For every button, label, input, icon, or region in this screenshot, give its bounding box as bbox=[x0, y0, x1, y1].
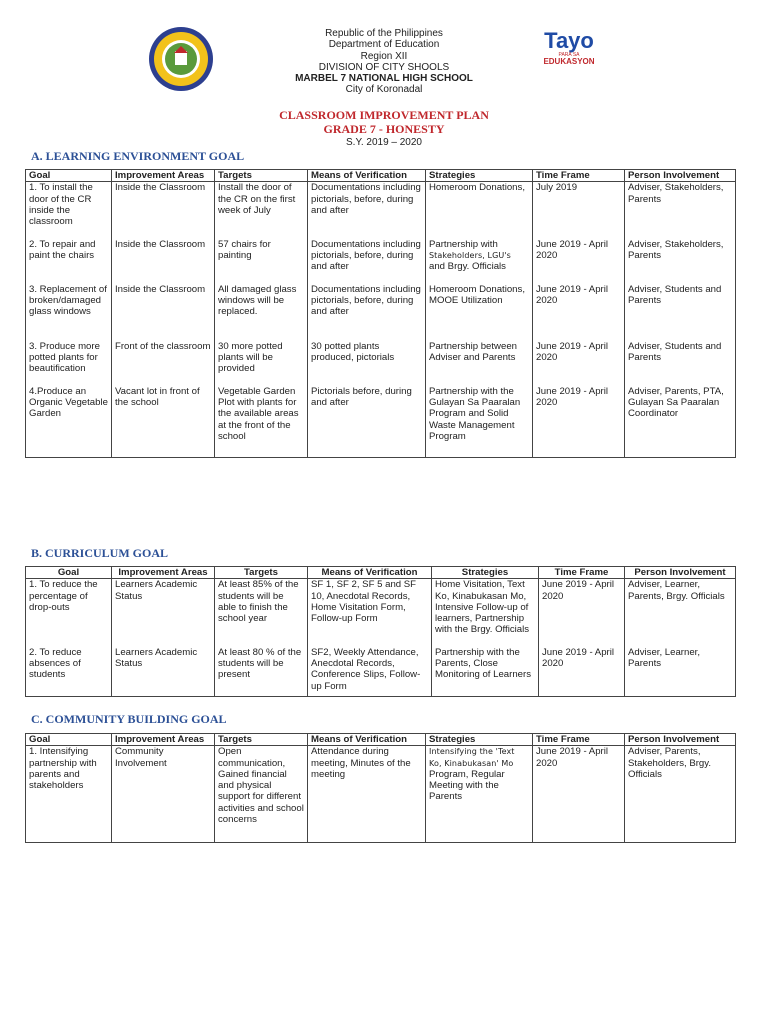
table-cell: Community Involvement bbox=[112, 746, 215, 843]
table-cell: 30 potted plants produced, pictorials bbox=[308, 341, 426, 386]
table-cell: Adviser, Learner, Parents, Brgy. Officials bbox=[625, 579, 736, 647]
table-cell: 2. To repair and paint the chairs bbox=[26, 239, 112, 284]
table-cell: June 2019 - April 2020 bbox=[539, 647, 625, 697]
table-cell: Open communication, Gained financial and physical support for different activities and school concerns bbox=[215, 746, 308, 843]
column-header: Time Frame bbox=[533, 170, 625, 182]
strategy-line: Program, Regular Meeting with the Parents bbox=[429, 768, 505, 803]
table-cell: June 2019 - April 2020 bbox=[533, 341, 625, 386]
table-cell: SF2, Weekly Attendance, Anecdotal Records, Conference Slips, Follow-up Form bbox=[308, 647, 432, 697]
table-cell: 4.Produce an Organic Vegetable Garden bbox=[26, 386, 112, 458]
tayo-logo-sub2: EDUKASYON bbox=[543, 57, 595, 66]
column-header: Person Involvement bbox=[625, 567, 736, 579]
table-cell: Inside the Classroom bbox=[112, 284, 215, 341]
table-cell: 1. Intensifying partnership with parents and stakeholders bbox=[26, 746, 112, 843]
table-row bbox=[26, 239, 736, 284]
table-cell: June 2019 - April 2020 bbox=[533, 239, 625, 284]
table-cell: 30 more potted plants will be provided bbox=[215, 341, 308, 386]
column-header: Targets bbox=[215, 567, 308, 579]
plan-title: CLASSROOM IMPROVEMENT PLAN bbox=[279, 108, 489, 122]
table-cell: Adviser, Learner, Parents bbox=[625, 647, 736, 697]
table-cell: All damaged glass windows will be replaced. bbox=[215, 284, 308, 341]
table-cell: Vacant lot in front of the school bbox=[112, 386, 215, 458]
table-header-row bbox=[26, 567, 736, 579]
table-cell: Documentations including pictorials, before, during and after bbox=[308, 284, 426, 341]
table-cell: Adviser, Stakeholders, Parents bbox=[625, 182, 736, 239]
table-cell: Documentations including pictorials, before, during and after bbox=[308, 182, 426, 239]
column-header: Improvement Areas bbox=[112, 567, 215, 579]
letterhead-deped: Department of Education bbox=[328, 39, 440, 51]
table-cell: 3. Replacement of broken/damaged glass windows bbox=[26, 284, 112, 341]
column-header: Time Frame bbox=[533, 734, 625, 746]
column-header: Means of Verification bbox=[308, 567, 432, 579]
column-header: Improvement Areas bbox=[112, 170, 215, 182]
table-row bbox=[26, 386, 736, 458]
section-b-heading: B. CURRICULUM GOAL bbox=[31, 546, 169, 560]
table-cell: 1. To install the door of the CR inside the classroom bbox=[26, 182, 112, 239]
column-header: Goal bbox=[26, 734, 112, 746]
letterhead-division: DIVISION OF CITY SHOOLS bbox=[318, 61, 450, 73]
strategy-line: Stakeholders, LGU's bbox=[429, 251, 511, 261]
letterhead-school: MARBEL 7 NATIONAL HIGH SCHOOL bbox=[295, 73, 473, 85]
table-cell: Install the door of the CR on the first week of July bbox=[215, 182, 308, 239]
table-cell: Adviser, Students and Parents bbox=[625, 284, 736, 341]
column-header: Time Frame bbox=[539, 567, 625, 579]
table-row bbox=[26, 647, 736, 697]
table-row bbox=[26, 746, 736, 843]
column-header: Means of Verification bbox=[308, 734, 426, 746]
letterhead bbox=[0, 28, 768, 96]
table-cell: Partnership with the Parents, Close Monitoring of Learners bbox=[432, 647, 539, 697]
column-header: Strategies bbox=[432, 567, 539, 579]
table-cell: 57 chairs for painting bbox=[215, 239, 308, 284]
column-header: Improvement Areas bbox=[112, 734, 215, 746]
school-year: S.Y. 2019 – 2020 bbox=[346, 137, 422, 148]
strategy-line: Intensifying the 'Text bbox=[429, 747, 515, 757]
table-cell: Homeroom Donations, bbox=[426, 182, 533, 239]
tayo-logo-sub1: PARA SA bbox=[558, 52, 580, 58]
table-cell: Adviser, Students and Parents bbox=[625, 341, 736, 386]
table-cell: Inside the Classroom bbox=[112, 239, 215, 284]
column-header: Strategies bbox=[426, 734, 533, 746]
table-cell: 2. To reduce absences of students bbox=[26, 647, 112, 697]
column-header: Person Involvement bbox=[625, 170, 736, 182]
table-cell: Adviser, Parents, Stakeholders, Brgy. Officials bbox=[625, 746, 736, 843]
tayo-logo-text: Tayo bbox=[544, 28, 594, 53]
letterhead-region: Region XII bbox=[360, 50, 408, 62]
table-cell: At least 80 % of the students will be present bbox=[215, 647, 308, 697]
column-header: Person Involvement bbox=[625, 734, 736, 746]
letterhead-republic: Republic of the Philippines bbox=[325, 28, 443, 39]
column-header: Targets bbox=[215, 170, 308, 182]
table-cell: Partnership between Adviser and Parents bbox=[426, 341, 533, 386]
table-cell: SF 1, SF 2, SF 5 and SF 10, Anecdotal Records, Home Visitation Form, Follow-up Form bbox=[308, 579, 432, 647]
strategy-line: Ko, Kinabukasan' Mo bbox=[429, 758, 514, 768]
curriculum-table bbox=[25, 566, 736, 697]
table-cell: Learners Academic Status bbox=[112, 579, 215, 647]
column-header: Goal bbox=[26, 567, 112, 579]
table-cell: Attendance during meeting, Minutes of the meeting bbox=[308, 746, 426, 843]
column-header: Strategies bbox=[426, 170, 533, 182]
plan-grade: GRADE 7 - HONESTY bbox=[323, 122, 445, 136]
table-cell: June 2019 - April 2020 bbox=[533, 386, 625, 458]
column-header: Targets bbox=[215, 734, 308, 746]
table-cell bbox=[426, 239, 533, 284]
table-cell: At least 85% of the students will be able to finish the school year bbox=[215, 579, 308, 647]
learning-environment-table bbox=[25, 169, 736, 458]
table-header-row bbox=[26, 734, 736, 746]
table-row bbox=[26, 579, 736, 647]
table-cell: Documentations including pictorials, before, during and after bbox=[308, 239, 426, 284]
letterhead-city: City of Koronadal bbox=[345, 84, 423, 96]
table-cell: Adviser, Parents, PTA, Gulayan Sa Paaralan Coordinator bbox=[625, 386, 736, 458]
table-cell: Vegetable Garden Plot with plants for the available areas at the front of the school bbox=[215, 386, 308, 458]
table-cell: Home Visitation, Text Ko, Kinabukasan Mo, Intensive Follow-up of learners, Partnership with the Brgy. Officials bbox=[432, 579, 539, 647]
table-cell: Partnership with the Gulayan Sa Paaralan Program and Solid Waste Management Program bbox=[426, 386, 533, 458]
table-row bbox=[26, 284, 736, 341]
table-cell: June 2019 - April 2020 bbox=[533, 746, 625, 843]
strategy-line: Partnership with bbox=[429, 238, 498, 250]
table-cell: Front of the classroom bbox=[112, 341, 215, 386]
table-cell: July 2019 bbox=[533, 182, 625, 239]
table-cell: June 2019 - April 2020 bbox=[533, 284, 625, 341]
table-row bbox=[26, 341, 736, 386]
section-a-heading: A. LEARNING ENVIRONMENT GOAL bbox=[31, 149, 245, 163]
column-header: Goal bbox=[26, 170, 112, 182]
table-cell: Homeroom Donations, MOOE Utilization bbox=[426, 284, 533, 341]
table-cell: 3. Produce more potted plants for beautification bbox=[26, 341, 112, 386]
table-cell: Adviser, Stakeholders, Parents bbox=[625, 239, 736, 284]
table-cell bbox=[426, 746, 533, 843]
community-building-table bbox=[25, 733, 736, 843]
table-cell: Learners Academic Status bbox=[112, 647, 215, 697]
table-cell: Pictorials before, during and after bbox=[308, 386, 426, 458]
column-header: Means of Verification bbox=[308, 170, 426, 182]
strategy-line: and Brgy. Officials bbox=[429, 261, 506, 273]
table-cell: June 2019 - April 2020 bbox=[539, 579, 625, 647]
table-cell: 1. To reduce the percentage of drop-outs bbox=[26, 579, 112, 647]
table-cell: Inside the Classroom bbox=[112, 182, 215, 239]
table-header-row bbox=[26, 170, 736, 182]
table-row bbox=[26, 182, 736, 239]
section-c-heading: C. COMMUNITY BUILDING GOAL bbox=[31, 712, 227, 726]
